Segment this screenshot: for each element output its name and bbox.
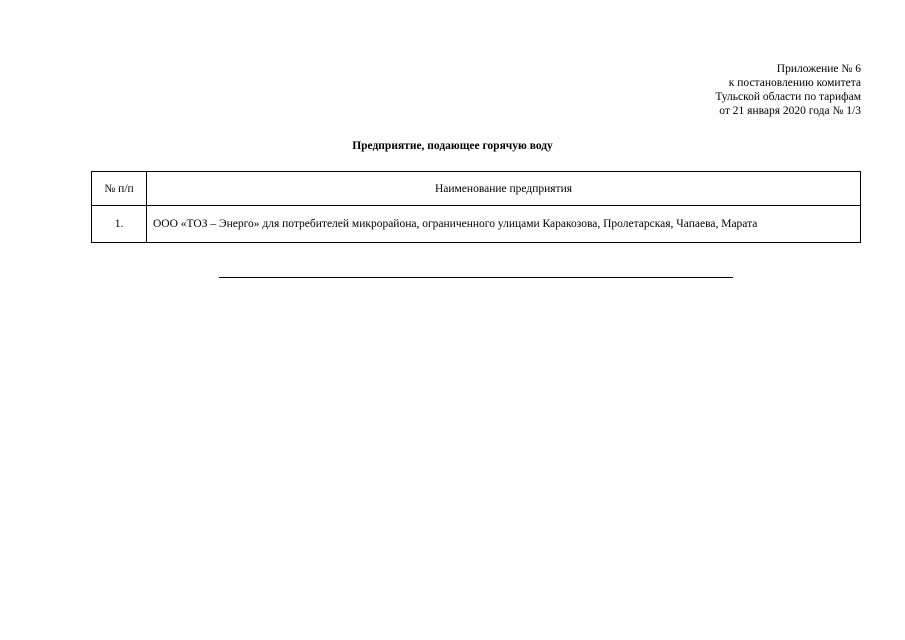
enterprises-table: [91, 171, 861, 243]
closing-divider: [219, 277, 733, 278]
row-enterprise-name: ООО «ТОЗ – Энерго» для потребителей микрорайона, ограниченного улицами Каракозова, Пролетарская, Чапаева, Марата: [147, 206, 861, 243]
appendix-resolution-ref: к постановлению комитета: [728, 77, 861, 89]
header-number: № п/п: [92, 172, 147, 206]
appendix-date: от 21 января 2020 года № 1/3: [719, 105, 861, 117]
appendix-committee: Тульской области по тарифам: [715, 91, 861, 103]
appendix-header: [715, 62, 861, 118]
table-row: [92, 206, 861, 243]
document-title: Предприятие, подающее горячую воду: [352, 140, 553, 152]
appendix-number: Приложение № 6: [776, 63, 861, 75]
header-enterprise-name: Наименование предприятия: [147, 172, 861, 206]
row-number: 1.: [92, 206, 147, 243]
table-header-row: [92, 172, 861, 206]
